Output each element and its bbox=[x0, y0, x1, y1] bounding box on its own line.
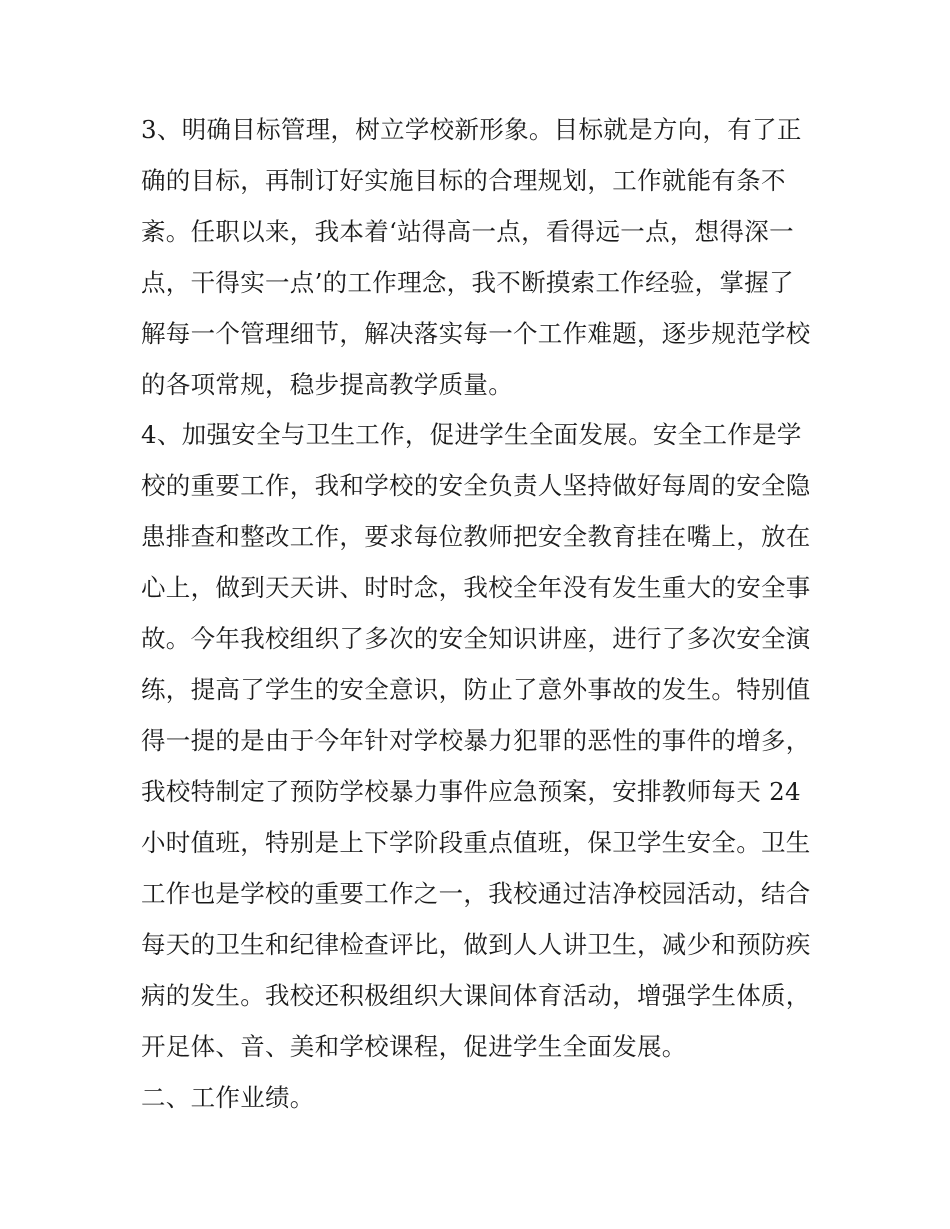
paragraph-4-line-4: 心上，做到天天讲、时时念，我校全年没有发生重大的安全事 bbox=[141, 573, 811, 602]
paragraph-3-line-4: 点，干得实一点’的工作理念，我不断摸索工作经验，掌握了 bbox=[141, 268, 794, 297]
paragraph-3-line-2: 确的目标，再制订好实施目标的合理规划，工作就能有条不 bbox=[141, 166, 786, 195]
paragraph-4-line-10: 工作也是学校的重要工作之一，我校通过洁净校园活动，结合 bbox=[141, 879, 811, 908]
paragraph-4-line-5: 故。今年我校组织了多次的安全知识讲座，进行了多次安全演 bbox=[141, 624, 811, 653]
section-heading-2: 二、工作业绩。 bbox=[141, 1083, 315, 1112]
paragraph-3-line-3: 紊。任职以来，我本着‘站得高一点，看得远一点，想得深一 bbox=[141, 217, 794, 246]
paragraph-4-line-2: 校的重要工作，我和学校的安全负责人坚持做好每周的安全隐 bbox=[141, 471, 811, 500]
paragraph-4-line-3: 患排查和整改工作，要求每位教师把安全教育挂在嘴上，放在 bbox=[141, 522, 811, 551]
paragraph-3-line-5: 解每一个管理细节，解决落实每一个工作难题，逐步规范学校 bbox=[141, 319, 811, 348]
paragraph-4-line-13: 开足体、音、美和学校课程，促进学生全面发展。 bbox=[141, 1032, 687, 1061]
paragraph-3-line-6: 的各项常规，稳步提高教学质量。 bbox=[141, 370, 513, 399]
paragraph-4-line-6: 练，提高了学生的安全意识，防止了意外事故的发生。特别值 bbox=[141, 675, 811, 704]
paragraph-4-line-7: 得一提的是由于今年针对学校暴力犯罪的恶性的事件的增多， bbox=[141, 726, 811, 755]
paragraph-4-line-11: 每天的卫生和纪律检查评比，做到人人讲卫生，减少和预防疾 bbox=[141, 930, 811, 959]
paragraph-3-line-1: 3、明确目标管理，树立学校新形象。目标就是方向，有了正 bbox=[141, 115, 802, 144]
paragraph-4-line-12: 病的发生。我校还积极组织大课间体育活动，增强学生体质， bbox=[141, 981, 811, 1010]
paragraph-4-line-9: 小时值班，特别是上下学阶段重点值班，保卫学生安全。卫生 bbox=[141, 828, 811, 857]
paragraph-4-line-8: 我校特制定了预防学校暴力事件应急预案，安排教师每天 24 bbox=[141, 777, 801, 806]
paragraph-4-line-1: 4、加强安全与卫生工作，促进学生全面发展。安全工作是学 bbox=[141, 420, 802, 449]
